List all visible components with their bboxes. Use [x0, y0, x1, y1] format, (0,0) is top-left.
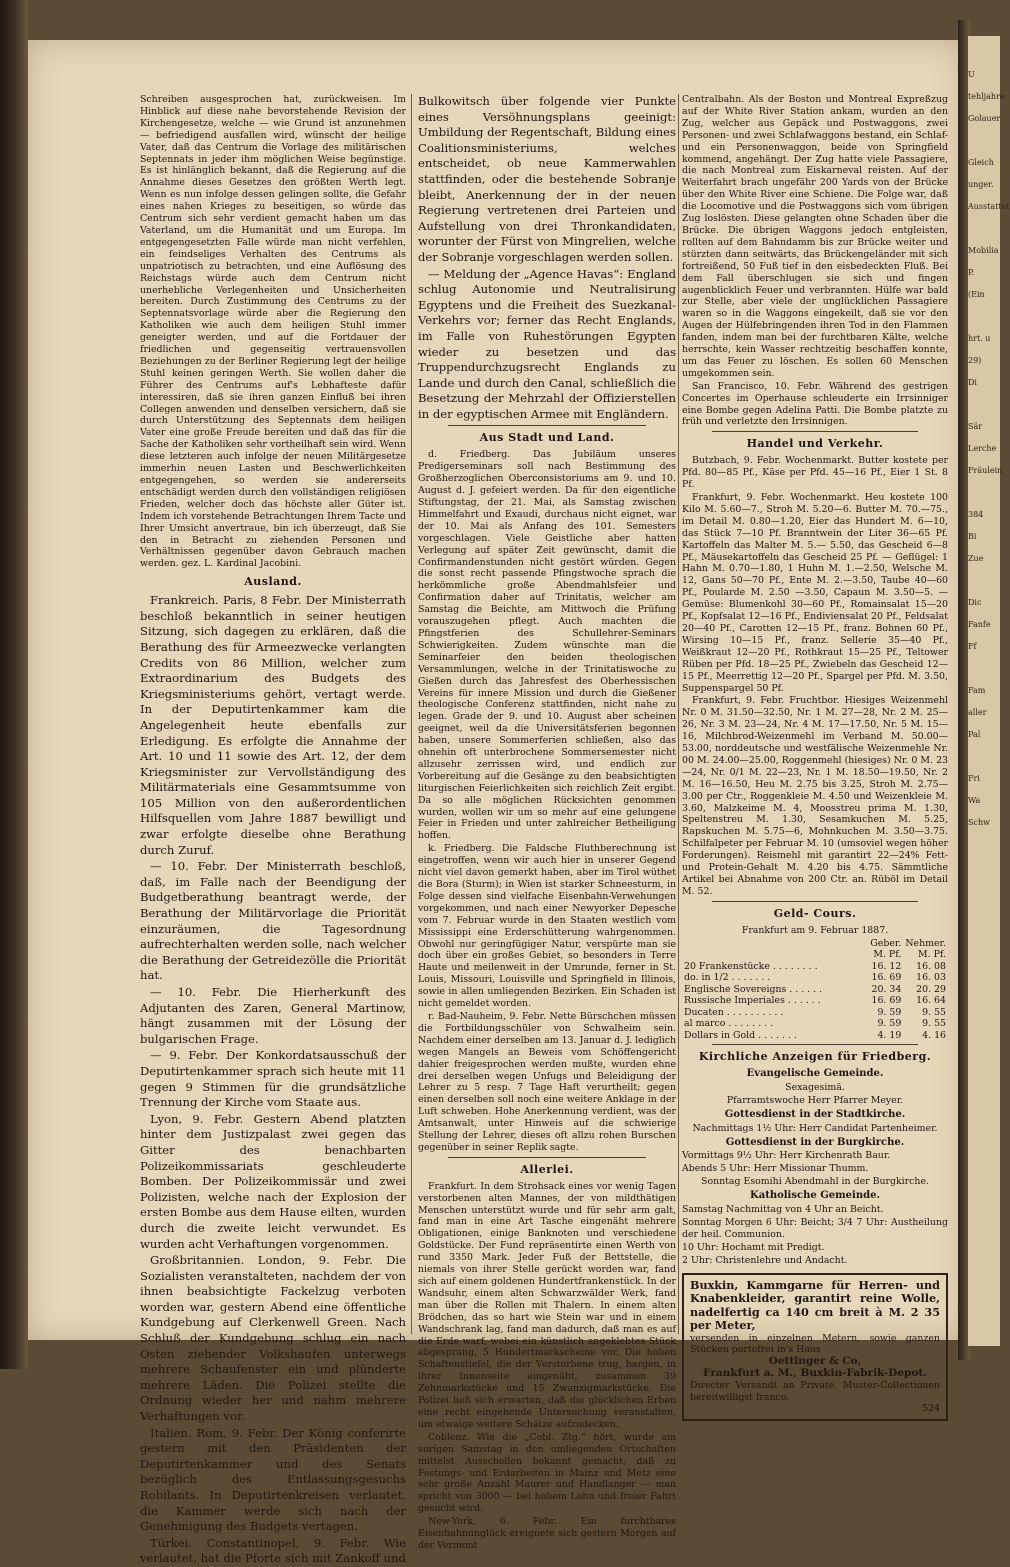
section-heading-allerlei: Allerlei.: [520, 1162, 574, 1176]
table-row: [682, 1030, 948, 1042]
rate-label: 20 Frankenstücke . . . . . . . .: [684, 960, 818, 972]
edge-fragment: Bi: [968, 532, 977, 541]
article-paragraph: New-York, 6. Febr. Ein furchtbares Eisenbahnunglück ereignete sich gestern Morgen auf der Vermont: [418, 1516, 676, 1551]
section-heading-geld-cours: Geld- Cours.: [773, 906, 857, 920]
edge-fragment: P.: [968, 268, 975, 277]
ad-headline: Buxkin, Kammgarne für Herren- und Knabenkleider, garantirt reine Wolle, nadelfertig ca 140 cm breit à M. 2 35 per Meter,: [690, 1277, 940, 1333]
article-paragraph: Butzbach, 9. Febr. Wochenmarkt. Butter kostete per Pfd. 80—85 Pf., Käse per Pfd. 45—16 Pf., Eier 1 St. 8 Pf.: [682, 455, 948, 491]
edge-fragment: Fam: [968, 686, 986, 695]
ad-number: 524: [922, 1403, 940, 1415]
column-1: [140, 94, 406, 1566]
article-paragraph: Frankfurt, 9. Febr. Wochenmarkt. Heu kostete 100 Kilo M. 5.60—7., Stroh M. 5.20—6. Butter M. 70.—75., im Detail M. 0.80—1.20, Eier das Hundert M. 6—10, das Stück 7—10 Pf. Branntwein der Liter 36—65 Pf. Kartoffeln das Malter M. 5.— 5.50, das Gescheid 6—8 Pf., Mäusekartoffeln das Gescheid 25 Pf. — Geflügel: 1 Hahn M. 0.70—1.80, 1 Huhn M. 1.—2.50, Welsche M. 12, Gans 50—70 Pf., Ente M. 2.—3.50, Taube 40—60 Pf., Poularde M. 2.50 —3.50, Capaun M. 3.50—5. — Gemüse: Blumenkohl 30—60 Pf., Romainsalat 15—20 Pf., Kopfsalat 12—16 Pf., Endiviensalat 20 Pf., Feldsalat 20—40 Pf., Carotten 12—15 Pf., franz. Bohnen 60 Pf., Wirsing 10—15 Pf., franz. Sellerie 35—40 Pf., Weißkraut 12—20 Pf., Rothkraut 15—25 Pf., Teltower Rüben per Pfd. 18—25 Pf., Zwiebeln das Gescheid 12—15 Pf., Meerrettig 12—20 Pf., Spargel per Pfd. M. 3.50, Suppenspargel 50 Pf.: [682, 492, 948, 694]
edge-fragment: Zue: [968, 554, 984, 563]
divider: [712, 431, 918, 432]
section-heading-stadt-land: Aus Stadt und Land.: [479, 431, 615, 445]
table-header-cell: Nehmer.: [905, 937, 946, 949]
edge-fragment: Schw: [968, 818, 990, 827]
notice-line: Sexagesimä.: [785, 1081, 845, 1093]
edge-fragment: Golauer: [968, 114, 1001, 123]
rates-date: Frankfurt am 9. Februar 1887.: [741, 924, 889, 936]
notice-line: 10 Uhr: Hochamt mit Predigt.: [682, 1241, 825, 1253]
rate-sell: 16. 03: [916, 972, 946, 984]
edge-fragment: 384: [968, 510, 984, 519]
edge-fragment: Lerche: [968, 444, 997, 453]
rate-label: Russische Imperiales . . . . . .: [684, 995, 821, 1007]
ad-footer: Directer Versandt an Private. Muster-Collectionen bereitwilligst franco.: [690, 1379, 940, 1403]
edge-fragment: U: [968, 70, 975, 79]
subheading: Katholische Gemeinde.: [750, 1190, 880, 1202]
article-paragraph: — Meldung der „Agence Havas“: England schlug Autonomie und Neutralisirung Egyptens und die Freiheit des Suezkanal-Verkehrs vor; ferner das Recht Englands, im Falle von Ruhestörungen Egypten wieder zu besetzen und das Truppendurchzugsrecht Englands zu Lande und durch den Canal, schließlich die Besetzung der Mehrzahl der Offizierstellen in der egyptischen Armee mit Engländern.: [418, 266, 676, 421]
table-row: [682, 972, 948, 984]
rate-sell: 9. 55: [922, 1006, 946, 1018]
article-paragraph: Frankreich. Paris, 8 Febr. Der Ministerrath beschloß bekanntlich in seiner heutigen Sitzung, sich dagegen zu erklären, daß die Berathung des für Armeezwecke verlangten Credits von 86 Million, welcher zum Extraordinarium des Budgets des Kriegsministeriums gehört, vertagt werde. In der Deputirtenkammer kam die Angelegenheit heute ebenfalls zur Erledigung. Es erfolgte die Annahme der Art. 10 und 11 sowie des Art. 12, der dem Kriegsminister zur Vervollständigung des Militärmaterials eine Gesammtsumme von 105 Million von den außerordentlichen Hilfsquellen vom Jahre 1887 bewilligt und zwar erfolgte dieselbe ohne Berathung durch Zuruf.: [140, 593, 406, 857]
edge-fragment: unger.: [968, 180, 994, 189]
article-paragraph: Coblenz. Wie die „Cobl. Ztg.“ hört, wurde am vorigen Samstag in den umliegenden Ortschaften mittelst Ausschellen bekannt gemacht, daß zu Festungs- und Erdarbeiten in Mainz und Metz eine sehr große Anzahl Maurer und Handlanger — man spricht von 3000 — bei hohem Lohn und freier Fahrt gesucht wird.: [418, 1431, 676, 1515]
column-2: [418, 94, 676, 1551]
rate-buy: 16. 69: [871, 972, 902, 984]
rate-buy: 4. 19: [877, 1029, 902, 1041]
table-header-row: [682, 938, 948, 950]
subheading: Gottesdienst in der Burgkirche.: [725, 1136, 905, 1148]
table-row: [682, 961, 948, 973]
rate-sell: 4. 16: [922, 1029, 946, 1041]
article-paragraph: Bulkowitsch über folgende vier Punkte eines Versöhnungsplans geeinigt: Umbildung der Regentschaft, Bildung eines Coalitionsministeriums, welches entscheidet, ob neue Kammerwahlen stattfinden, oder die bestehende Sobranje bleibt, Anerkennung der in der neuen Regierung vertretenen drei Parteien und Aufstellung von drei Thronkandidaten, worunter der Fürst von Mingrelien, welche der Sobranje vorgeschlagen werden sollen.: [418, 94, 676, 264]
rate-label: Englische Sovereigns . . . . . .: [684, 983, 823, 995]
rate-label: Ducaten . . . . . . . . . .: [684, 1006, 784, 1018]
section-heading-ausland: Ausland.: [244, 575, 302, 589]
adjacent-page-strip: [968, 36, 1010, 1346]
divider: [712, 901, 918, 902]
divider: [448, 1157, 646, 1158]
table-unit-row: [682, 949, 948, 961]
notice-line: 2 Uhr: Christenlehre und Andacht.: [682, 1254, 848, 1266]
article-paragraph: — 9. Febr. Der Konkordatsausschuß der Deputirtenkammer sprach sich heute mit 11 gegen 9 Stimmen für die grundsätzliche Trennung der Kirche vom Staate aus.: [140, 1048, 406, 1110]
rate-buy: 9. 59: [877, 1018, 902, 1030]
edge-fragment: aller: [968, 708, 987, 717]
edge-fragment: Mobilia: [968, 246, 999, 255]
article-paragraph: Italien. Rom, 9. Febr. Der König conferirte gestern mit den Präsidenten der Deputirtenkammer und des Senats bezüglich des Entlassungsgesuchs Robilants. In Deputirtenkreisen verlautet, die Kammer werde sich nach der Genehmigung des Budgets vertagen.: [140, 1425, 406, 1534]
section-heading-handel: Handel und Verkehr.: [746, 437, 884, 451]
book-spine: [0, 0, 28, 1369]
rate-sell: 9. 55: [922, 1018, 946, 1030]
notice-line: Sonntag Morgen 6 Uhr: Beicht; 3/4 7 Uhr: Austheilung der heil. Communion.: [682, 1217, 948, 1240]
column-rule: [411, 94, 412, 1334]
notice-line: Abends 5 Uhr: Herr Missionar Thumm.: [682, 1163, 869, 1175]
ad-city: Frankfurt a. M., Buxkin-Fabrik-Depot.: [703, 1367, 927, 1380]
article-paragraph: San Francisco, 10. Febr. Während des gestrigen Concertes im Operhause schleuderte ein Irrsinniger eine Bombe gegen Adelina Patti. Die Bombe platzte zu früh und verletzte den Irrsinnigen.: [682, 380, 948, 428]
rate-label: do. in 1/2 . . . . . . .: [684, 972, 771, 984]
edge-fragment: Ausstattet: [968, 202, 1010, 211]
column-rule: [678, 94, 679, 1334]
subheading: Evangelische Gemeinde.: [746, 1068, 884, 1080]
rate-sell: 16. 64: [916, 995, 946, 1007]
table-row: [682, 984, 948, 996]
table-header-cell: Geber.: [870, 937, 902, 949]
edge-fragment: Sär: [968, 422, 983, 431]
divider: [448, 425, 646, 426]
rate-sell: 20. 29: [916, 983, 946, 995]
notice-line: Vormittags 9½ Uhr: Herr Kirchenrath Baur.: [682, 1150, 891, 1162]
rate-buy: 9. 59: [877, 1006, 902, 1018]
table-row: [682, 995, 948, 1007]
article-paragraph: — 10. Febr. Der Ministerrath beschloß, daß, im Falle nach der Beendigung der Budgetberathung beantragt werde, der Berathung der Militärvorlage die Priorität einzuräumen, die Tagesordnung aufrechterhalten werden solle, nach welcher die Berathung der Getreidezölle die Priorität hat.: [140, 859, 406, 983]
rate-buy: 16. 12: [871, 960, 902, 972]
section-heading-kirchliche-anzeigen: Kirchliche Anzeigen für Friedberg.: [698, 1050, 932, 1064]
edge-fragment: (Ein: [968, 290, 985, 299]
edge-fragment: Fanfe: [968, 620, 991, 629]
edge-fragment: Di: [968, 378, 977, 387]
article-paragraph: r. Bad-Nauheim, 9. Febr. Nette Bürschchen müssen die Fortbildungsschüler von Schwalheim sein. Nachdem einer derselben am 13. Januar d. J. lediglich wegen Mangels an Beweis vom Schöffengericht dahier freigesprochen werden mußte, wurden ehne drei derselben wegen Unfugs und Beleidigung der Lehrer zu 5 resp. 7 Tage Haft verurtheilt; gegen einen derselben soll noch eine weitere Anklage in der Luft schweben. Hohe Anerkennung verdient, was der Amtsanwalt, unter Hinweis auf die schwierige Stellung der Lehrer, dieses oft allzu rohen Burschen gegenüber in seiner Replik sagte.: [418, 1010, 676, 1153]
edge-fragment: Gleich: [968, 158, 994, 167]
edge-fragment: Wa: [968, 796, 981, 805]
article-paragraph: k. Friedberg. Die Faldsche Fluthberechnung ist eingetroffen, wenn wir auch hier in unserer Gegend nicht viel davon gemerkt haben, aber im Tirol wüthet die Bora (Sturm); in Wien ist starker Schneesturm, in Folge dessen sind vielfache Eisenbahn-Verwehungen vorgekommen, und nach einer Newyorker Depesche vom 7. Februar wurde in den Staaten westlich vom Mississippi eine Erderschütterung wahrgenommen. Obwohl nur geringfügiger Natur, verspürte man sie doch über ein großes Gebiet, so besonders in Terre Haute und meilenweit in der Umrunde, ferner in St. Louis, Missouri, Louisville und Springfield in Illinois, sowie in allen umliegenden Bezirken. Ein Schaden ist nicht gemeldet worden.: [418, 843, 676, 1010]
rate-buy: 16. 69: [871, 995, 902, 1007]
edge-fragment: 29): [968, 356, 982, 365]
divider: [712, 1044, 918, 1045]
table-unit-cell: M. Pf.: [873, 949, 902, 961]
rate-sell: 16. 08: [916, 960, 946, 972]
table-unit-cell: M. Pf.: [918, 949, 946, 961]
notice-line: Sonntag Esomihi Abendmahl in der Burgkirche.: [701, 1176, 929, 1188]
table-row: [682, 1007, 948, 1019]
table-header-cell: [682, 938, 859, 950]
subheading: Gottesdienst in der Stadtkirche.: [724, 1108, 906, 1120]
article-paragraph: Schreiben ausgesprochen hat, zurückweisen. Im Hinblick auf diese nahe bevorstehende Revision der Kirchengesetze, welche — wie Grund ist anzunehmen — befriedigend ausfallen wird, wünscht der heilige Vater, daß das Centrum die Vorlage des militärischen Septennats in jeder ihm möglichen Weise begünstige. Es ist hinlänglich bekannt, daß die Regierung auf die Annahme dieses Gesetzes den größten Werth legt. Wenn es nun infolge dessen gelingen sollte, die Gefahr eines nahen Krieges zu beseitigen, so würde das Centrum sich sehr verdient gemacht haben um das Vaterland, um die Humanität und um Europa. Im entgegengesetzten Falle würde man nicht verfehlen, ein feindseliges Verhalten des Centrums als unpatriotisch zu betrachten, und eine Auflösung des Reichstags würde auch dem Centrum nicht unerhebliche Verlegenheiten und Unsicherheiten bereiten. Durch Zustimmung des Centrums zu der Septennatsvorlage würde aber die Regierung den Katholiken wie auch dem heiligen Stuhl immer geneigter werden, und auf die Fortdauer der friedlichen und gegenseitig vertrauensvollen Beziehungen zu der Berliner Regierung legt der heilige Stuhl keinen geringen Werth. Sie wollen daher die Führer des Centrums auf's Lebhafteste dafür interessiren, daß sie ihren ganzen Einfluß bei ihren Collegen anwenden und denselben versichern, daß sie durch Unterstützung des Septennats dem heiligen Vater eine große Freude bereiten und daß das für die Sache der Katholiken sehr vortheilhaft sein wird. Wenn diese letzteren auch infolge der neuen Militärgesetze immerhin neuen Lasten und Beschwerlichkeiten entgegengehen, so werden sie andererseits entschädigt werden durch den vollständigen religiösen Frieden, welcher doch das höchste aller Güter ist. Indem ich vorstehende Betrachtungen Ihrem Tacte und Ihrer Umsicht anvertraue, bin ich überzeugt, daß Sie den in Betracht zu ziehenden Personen und Verhältnissen gegenüber davon Gebrauch machen werden. gez. L. Kardinal Jacobini.: [140, 94, 406, 570]
article-paragraph: d. Friedberg. Das Jubiläum unseres Predigerseminars soll nach Bestimmung des Großherzoglichen Oberconsistoriums am 9. und 10. August d. J. gefeiert werden. Da für den eigentliche Stiftungstag, der 21. Mai, als Samstag zwischen Himmelfahrt und Exaudi, durchaus nicht eignet, war der 10. Mai als Anfang des 101. Semesters vorgeschlagen. Viele Geistliche aber hatten Verlegung auf später Zeit gewünscht, damit die Confirmandenstunden nicht gestört würden. Gegen die sonst recht passende Pfingstwoche sprach die herkömmliche große Abendmahlsfeier und Confirmation daher auf Trinitatis, welcher am Samstag die Beichte, am Mittwoch die Prüfung vorauszugehen pflegt. Auch machten die Pfingstferien des Schullehrer-Seminars Schwierigkeiten. Zudem wünschte man die Seminarfeier den beiden theologischen Versammlungen, welche in der Trinitatiswoche zu Gießen durch das Jahresfest des Oberhessischen Vereins für innere Mission und durch die Gießener theologische Conferenz stattfinden, nicht nahe zu legen. Grade der 9. und 10. August aber scheinen geeignet, weil da die Universitätsferien begonnen haben, unsere Sommerferien schließen, also das ohnehin oft unterbrochene Sommersemester nicht allzusehr zerrissen wird, und endlich zur Vorbereitung auf die Gesänge zu den beabsichtigten liturgischen Feierlichkeiten sich reichlich Zeit ergibt. Da so alle möglichen Rücksichten genommen wurden, wollen wir um so mehr auf eine gelungene Feier in Frieden und unter zahlreicher Betheiligung hoffen.: [418, 449, 676, 842]
ad-firm: Oettinger & Co,: [768, 1355, 862, 1368]
edge-fragment: Fri: [968, 774, 980, 783]
notice-line: Nachmittags 1½ Uhr: Herr Candidat Partenheimer.: [692, 1122, 938, 1134]
edge-fragment: Ff: [968, 642, 977, 651]
edge-fragment: Fräulein: [968, 466, 1003, 475]
article-paragraph: — 10. Febr. Die Hierherkunft des Adjutanten des Zaren, General Martinow, hängt zusammen mit der Lösung der bulgarischen Frage.: [140, 985, 406, 1046]
ad-body: versenden in einzelnen Metern, sowie ganzen Stücken portofrei in's Haus: [690, 1332, 940, 1356]
rate-buy: 20. 34: [871, 983, 902, 995]
article-paragraph: Türkei. Constantinopel, 9. Febr. Wie verlautet, hat die Pforte sich mit Zankoff und: [140, 1535, 406, 1566]
article-paragraph: Frankfurt. In dem Strohsack eines vor wenig Tagen verstorbenen alten Mannes, der von mildthätigen Menschen unterstützt wurde und für sehr arm galt, fand man in eine Art Tasche eingenäht mehrere Obligationen, einige Banknoten und verschiedene Goldstücke. Der Fund repräsentirte einen Werth von rund 3350 Mark. Jeder Fuß der Bettstelle, die niemals von ihrer Stelle gerückt worden war, fand sich auf einem goldenen Hundertfrankenstück. In der Wandsuhr, einem alten Schwarzwälder Werk, fand man über die Rollen mit Thalern. In einem alten Brödchen, das so hart wie Stein war und in einem Wandschrank lag, fand man dadurch, daß man es auf die Erde warf, wobei ein künstlich angeklebtes Stück abgesprang, 5 Hundertmarkscheine vor. Die hohen Schaftenstiefel, die der Verstorbene trug, bargen, in ihrer Innenseite eingenäht, zusammen 39 Zehnmarkstücke und 15 Zwanzigmarkstücke. Die Polizei ließ sich erwarten, daß die glücklichen Erben eine recht eingehende Untersuchung veranstalten, um etwaige weitere Schätze aufzudecken.: [418, 1180, 676, 1430]
article-paragraph: Lyon, 9. Febr. Gestern Abend platzten hinter dem Justizpalast zwei gegen das Gitter des benachbarten Polizeikommissariats geschleuderte Bomben. Der Polizeikommissär und zwei Polizisten, welche nach der Explosion der ersten Bombe aus dem Hause eilten, wurden durch die zweite leicht verwundet. Es wurden acht Verhaftungen vorgenommen.: [140, 1111, 406, 1251]
article-paragraph: Frankfurt, 9. Febr. Fruchtbor. Hiesiges Weizenmehl Nr. 0 M. 31.50—32.50, Nr. 1 M. 27—28, Nr. 2 M. 25—26, Nr. 3 M. 23—24, Nr. 4 M. 17—17.50, Nr. 5 M. 15—16, Milchbrod-Weizenmehl im Verband M. 50.00—53.00, norddeutsche und westfälische Weizenmehle Nr. 00 M. 24.00—25.00, Roggenmehl (hiesiges) Nr. 0 M. 23—24, Nr. 0/1 M. 22—23, Nr. 1 M. 18.50—19.50, Nr. 2 M. 16—16.50, Heu M. 2.75 bis 3.25, Stroh M. 2.75—3.00 per Ctr., Roggenkleie M. 4.50 und Weizenkleie M. 3.60, Malzkeime M. 4, Moosstreu prima M. 1.30, Speltenstreu M. 1.30, Sesamkuchen M. 5.25, Rapskuchen M. 5.75—6, Mohnkuchen M. 3.50—3.75. Schilfalpeter per Februar M. 10 (umsoviel wegen höher Forderungen). Reismehl mit garantirt 22—24% Fett- und Protein-Gehalt M. 4.20 bis 4.75. Sämmtliche Artikel bei Abnahme von 200 Ctr. an. Rüböl im Detail M. 52.: [682, 695, 948, 897]
edge-fragment: Pal: [968, 730, 981, 739]
edge-fragment: tehljahre: [968, 92, 1005, 101]
exchange-rates-table: [682, 938, 948, 1042]
table-unit-cell: [682, 949, 859, 961]
article-paragraph: Großbritannien. London, 9. Febr. Die Sozialisten veranstalteten, nachdem der von ihnen beabsichtigte Fackelzug verboten worden war, gestern Abend eine öffentliche Kundgebung auf Clerkenwell Green. Nach Schluß der Kundgebung schlug ein nach Osten ziehender Volkshaufen unterwegs mehrere Schaufenster ein und plünderte mehrere Läden. Die Polizei stellte die Ordnung wieder her und nahm mehrere Verhaftungen vor.: [140, 1253, 406, 1424]
column-3: [682, 94, 948, 1415]
rate-label: Dollars in Gold . . . . . . .: [684, 1029, 797, 1041]
rate-label: al marco . . . . . . . .: [684, 1018, 774, 1030]
notice-line: Samstag Nachmittag von 4 Uhr an Beicht.: [682, 1204, 884, 1216]
table-row: [682, 1018, 948, 1030]
advertisement-box: [682, 1273, 948, 1422]
article-paragraph: Centralbahn. Als der Boston und Montreal Expreßzug auf der White River Station ankam, wurden an den Zug, welcher aus Gepäck und Postwaggons, zwei Personen- und zwei Schlafwaggons bestand, ein Schlaf- und ein Personenwaggon, beide von Springfield kommend, angehängt. Der Zug hatte viele Passagiere, die nach Montreal zum Eiskarneval reisten. Auf der Weiterfahrt brach ungefähr 200 Yards von der Brücke über den White River eine Schiene. Die Folge war, daß die Locomotive und die Postwaggons sich vom übrigen Zug loslösten. Diese gelangten ohne Schaden über die Brücke. Die übrigen Waggons jedoch entgleisten, rollten auf dem Bahndamm bis zur Brücke weiter und stürzten dann seitwärts, das Brückengeländer mit sich fortreißend, 50 Fuß tief in den eisbedeckten Fluß. Bei dem Fall überschlugen sie sich und fingen augenblicklich Feuer und verbrannten. Hülfe war bald zur Stelle, aber viele der unglücklichen Passagiere waren so in die Waggons eingekeilt, daß sie vor den Augen der Hülfebringenden ihren Tod in den Flammen fanden, indem man bei der furchtbaren Kälte, welche herrschte, kein Wasser rechtzeitig beschaffen konnte, um das Feuer zu löschen. Es sollen 60 Menschen umgekommen sein.: [682, 94, 948, 379]
notice-line: Pfarramtswoche Herr Pfarrer Meyer.: [726, 1094, 904, 1106]
edge-fragment: Dic: [968, 598, 982, 607]
edge-fragment: hrt. u: [968, 334, 991, 343]
